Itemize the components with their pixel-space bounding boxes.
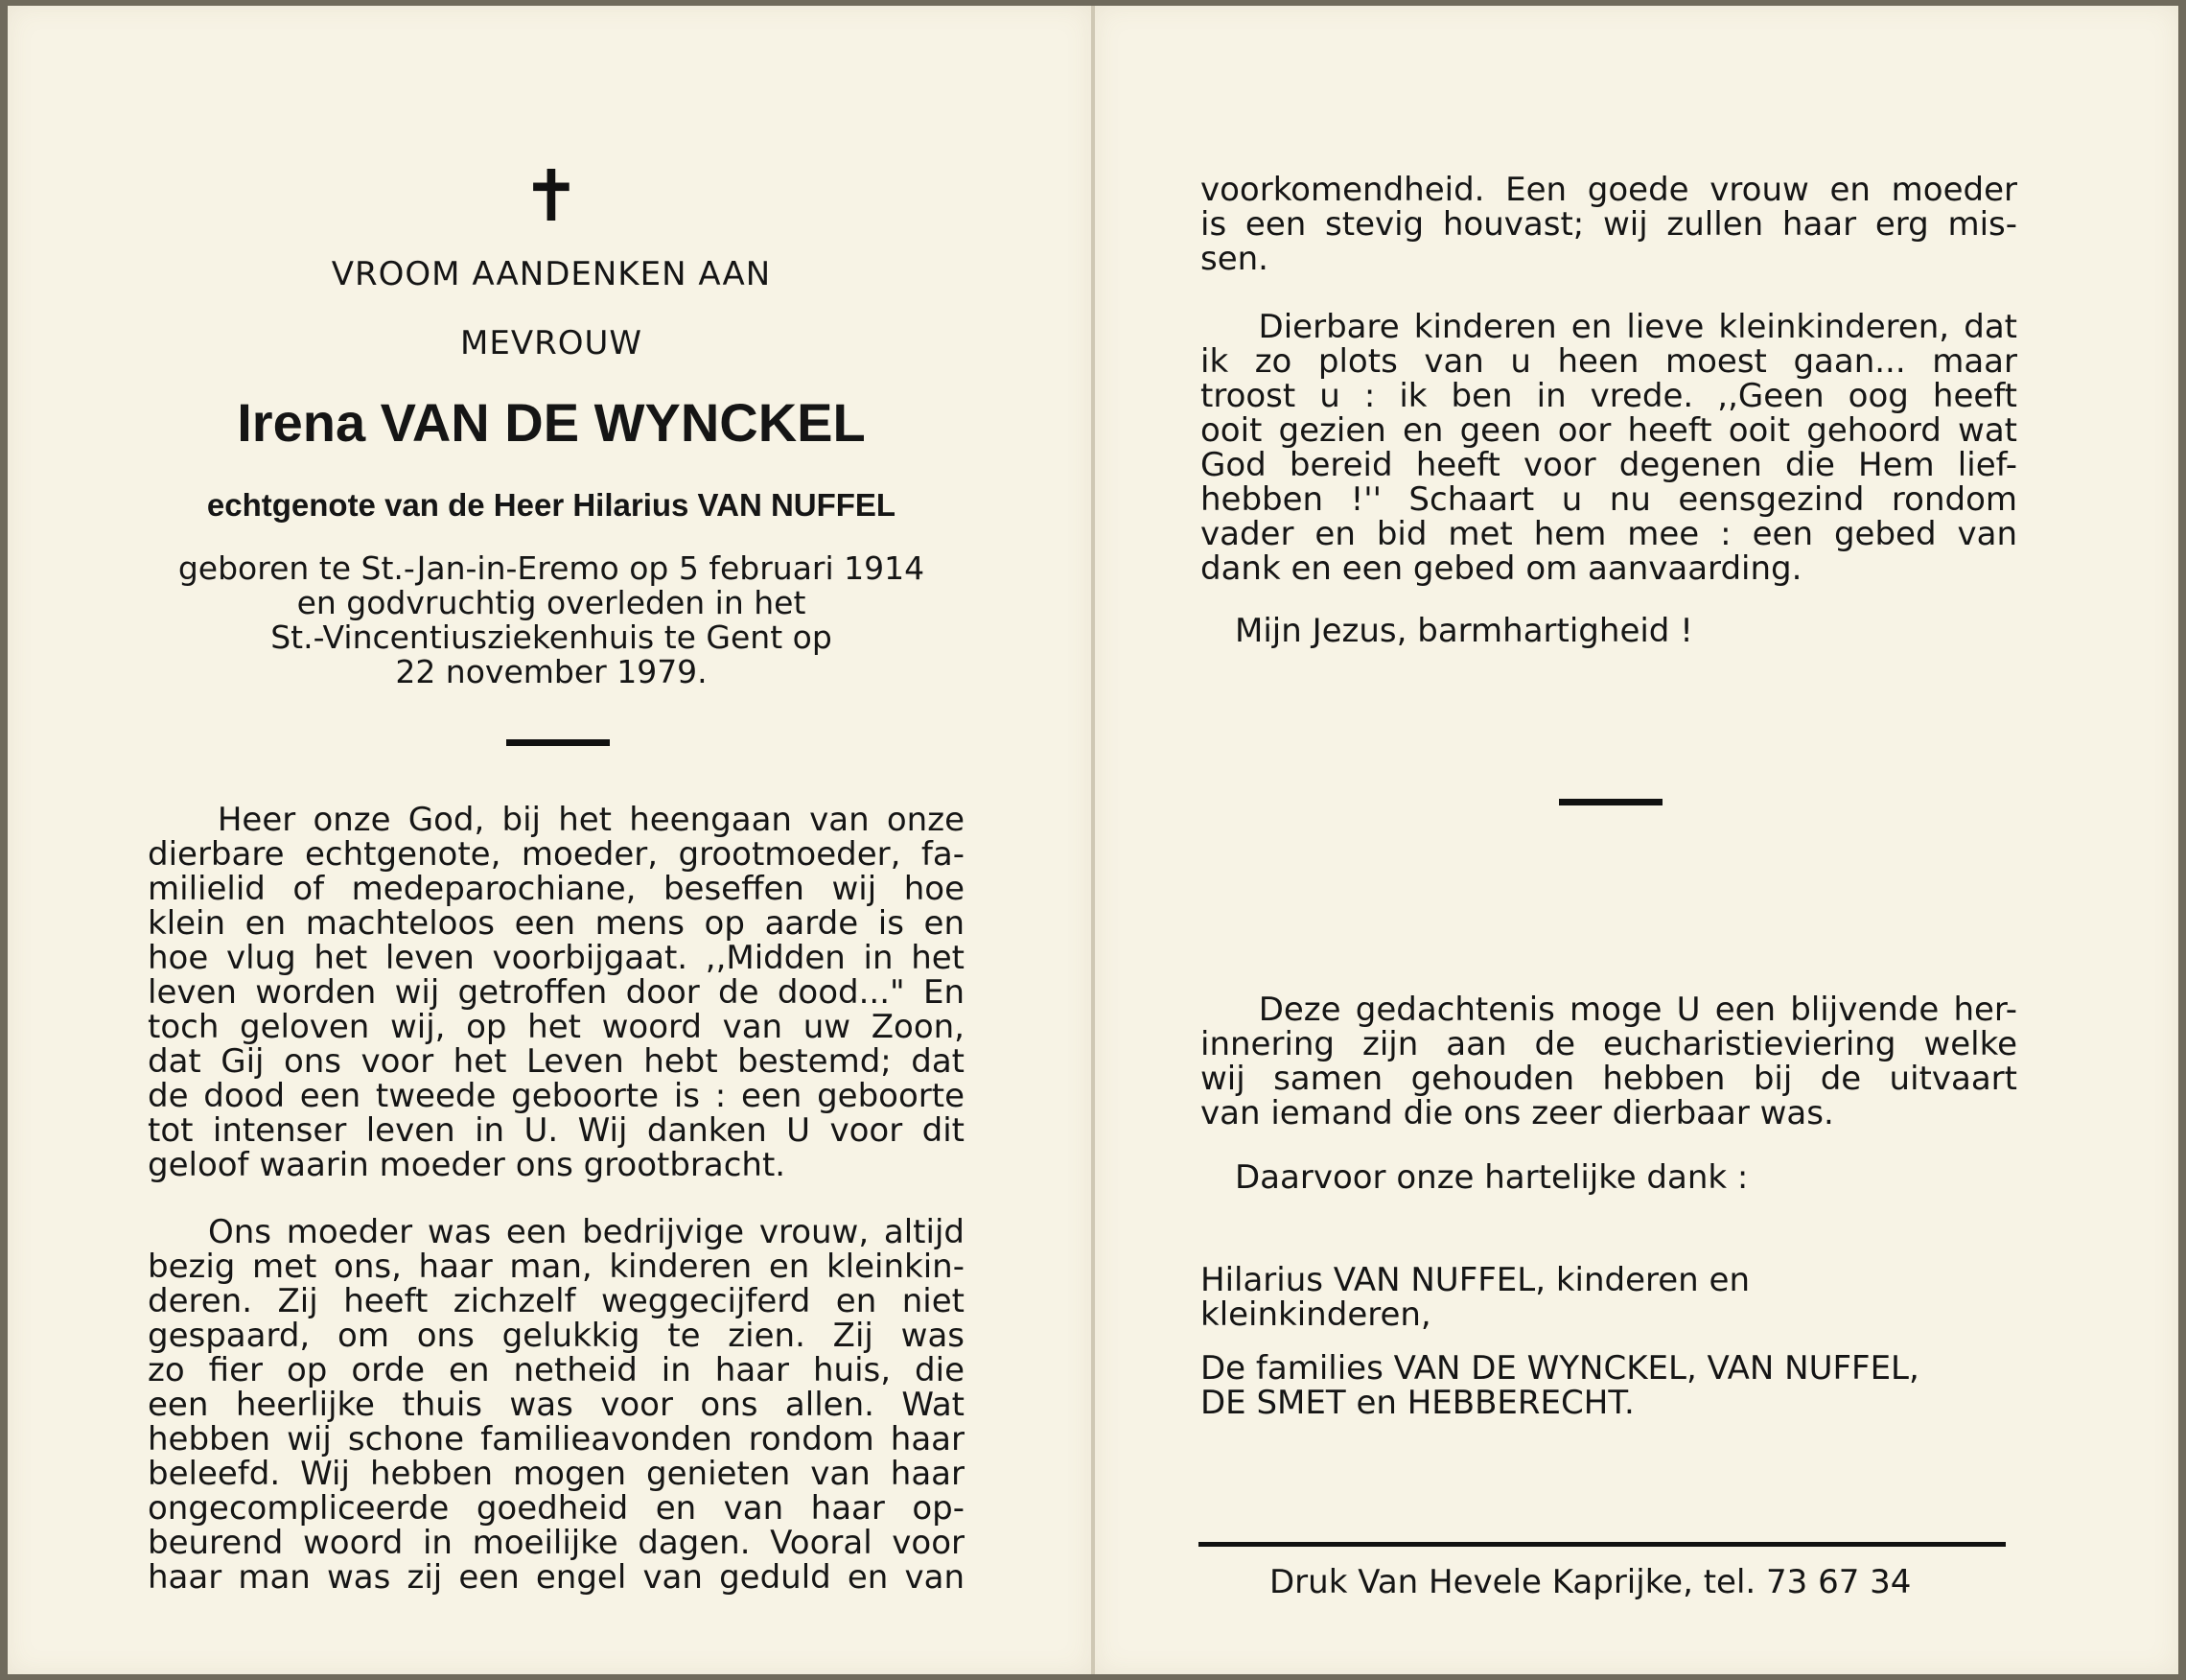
tribute-continued-paragraph (1200, 173, 2017, 276)
deceased-name: Irena VAN DE WYNCKEL (237, 392, 866, 453)
text-line: beurend woord in moeilijke dagen. Vooral voor (148, 1524, 965, 1562)
text-line: hoe vlug het leven voorbijgaat. ,,Midden in het (148, 939, 965, 977)
text-line: een heerlijke thuis was voor ons allen. Wat (148, 1386, 965, 1424)
family-line: De families VAN DE WYNCKEL, VAN NUFFEL, (1200, 1349, 1919, 1388)
family-line: Hilarius VAN NUFFEL, kinderen en (1200, 1261, 1751, 1299)
text-line: wij samen gehouden hebben bij de uitvaart (1200, 1060, 2017, 1098)
tribute-paragraph (148, 1215, 965, 1595)
text-line: geloof waarin moeder ons grootbracht. (148, 1146, 786, 1184)
cross-icon: ✝ (521, 155, 581, 238)
bio-line: geboren te St.-Jan-in-Eremo op 5 februari 1914 (177, 549, 925, 587)
text-line: haar man was zij een engel van geduld en van (148, 1558, 965, 1597)
text-line: de dood een tweede geboorte is : een geboorte (148, 1077, 965, 1115)
family-line: DE SMET en HEBBERECHT. (1200, 1384, 1635, 1422)
text-line: bezig met ons, haar man, kinderen en kleinkin- (148, 1248, 965, 1286)
text-line: tot intenser leven in U. Wij danken U voor dit (148, 1111, 965, 1150)
biography (0, 551, 1103, 689)
text-line: Ons moeder was een bedrijvige vrouw, altijd (148, 1213, 965, 1251)
bio-line: 22 november 1979. (395, 653, 708, 690)
text-line: dank en een gebed om aanvaarding. (1200, 549, 1802, 588)
family-signature-1 (1200, 1263, 1750, 1332)
text-line: dierbare echtgenote, moeder, grootmoeder, fa- (148, 835, 965, 874)
honorific-title: MEVROUW (460, 324, 642, 362)
remembrance-paragraph (1200, 992, 2017, 1131)
text-line: toch geloven wij, op het woord van uw Zoon, (148, 1008, 965, 1046)
text-line: beleefd. Wij hebben mogen genieten van haar (148, 1455, 965, 1493)
bio-line: en godvruchtig overleden in het (296, 584, 806, 621)
text-line: God bereid heeft voor degenen die Hem lief- (1200, 446, 2017, 484)
text-line: Heer onze God, bij het heengaan van onze (148, 801, 965, 839)
text-line: klein en machteloos een mens op aarde is en (148, 904, 965, 943)
family-signature-2 (1200, 1351, 1919, 1420)
bio-line: St.-Vincentiusziekenhuis te Gent op (270, 618, 832, 656)
text-line: vader en bid met hem mee : een gebed van (1200, 515, 2017, 553)
printer-credit: Druk Van Hevele Kaprijke, tel. 73 67 34 (1269, 1563, 1912, 1601)
text-line: leven worden wij getroffen door de dood..." En (148, 973, 965, 1012)
text-line: zo fier op orde en netheid in haar huis, die (148, 1351, 965, 1389)
farewell-paragraph (1200, 310, 2017, 586)
text-line: ongecompliceerde goedheid en van haar op- (148, 1489, 965, 1528)
spouse-line: echtgenote van de Heer Hilarius VAN NUFFEL (206, 487, 896, 523)
text-line: gespaard, om ons gelukkig te zien. Zij was (148, 1317, 965, 1355)
text-line: ik zo plots van u heen moest gaan... maar (1200, 342, 2017, 381)
prayer-paragraph (148, 803, 965, 1182)
text-line: dat Gij ons voor het Leven hebt bestemd; dat (148, 1042, 965, 1081)
text-line: innering zijn aan de eucharistieviering welke (1200, 1025, 2017, 1063)
text-line: hebben !'' Schaart u nu eensgezind rondom (1200, 480, 2017, 519)
thanks-line: Daarvoor onze hartelijke dank : (1235, 1158, 1749, 1197)
family-line: kleinkinderen, (1200, 1295, 1431, 1334)
memorial-heading: VROOM AANDENKEN AAN (331, 255, 772, 293)
invocation-line: Mijn Jezus, barmhartigheid ! (1235, 612, 1693, 650)
text-line: milielid of medeparochiane, beseffen wij hoe (148, 870, 965, 908)
text-line: sen. (1200, 240, 1268, 278)
text-line: voorkomendheid. Een goede vrouw en moeder (1200, 171, 2017, 209)
text-line: hebben wij schone familieavonden rondom haar (148, 1420, 965, 1458)
text-line: deren. Zij heeft zichzelf weggecijferd en niet (148, 1282, 965, 1320)
divider-rule (1559, 799, 1663, 805)
text-line: Dierbare kinderen en lieve kleinkinderen, dat (1200, 308, 2017, 346)
divider-rule (506, 739, 610, 746)
footer-rule (1198, 1542, 2006, 1547)
text-line: troost u : ik ben in vrede. ,,Geen oog heeft (1200, 377, 2017, 415)
text-line: van iemand die ons zeer dierbaar was. (1200, 1094, 1834, 1132)
text-line: is een stevig houvast; wij zullen haar erg mis- (1200, 205, 2017, 244)
text-line: ooit gezien en geen oor heeft ooit gehoord wat (1200, 411, 2017, 450)
text-line: Deze gedachtenis moge U een blijvende her- (1200, 991, 2017, 1029)
